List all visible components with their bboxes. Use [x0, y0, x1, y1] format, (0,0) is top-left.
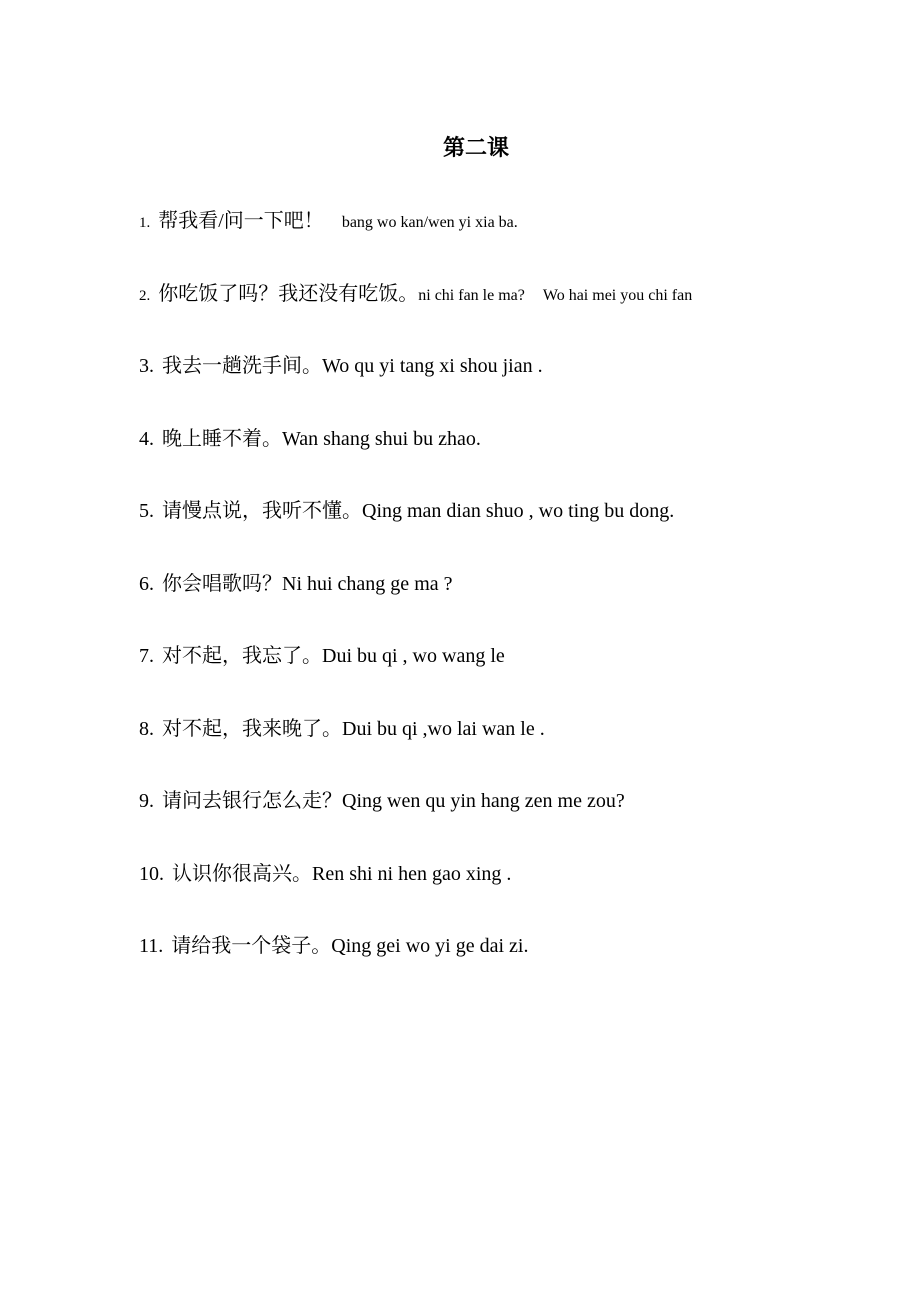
item-number: 10. — [139, 862, 164, 885]
pinyin-text: Dui bu qi ,wo lai wan le . — [342, 717, 545, 740]
phrase-list — [139, 206, 692, 1004]
list-item — [139, 424, 692, 497]
chinese-text: 对不起，我忘了。 — [162, 645, 322, 667]
chinese-text: 晚上睡不着。 — [162, 427, 282, 450]
chinese-text: 请给我一个袋子。 — [171, 935, 332, 957]
chinese-text: 你吃饭了吗？我还没有吃饭。 — [158, 282, 419, 305]
item-number: 1. — [139, 215, 151, 231]
chinese-text: 请问去银行怎么走？ — [162, 790, 342, 812]
list-item — [139, 714, 692, 787]
pinyin-text: Ren shi ni hen gao xing . — [312, 862, 512, 885]
list-item — [139, 496, 692, 569]
pinyin-text: Qing wen qu yin hang zen me zou? — [342, 790, 625, 812]
item-number: 9. — [139, 790, 154, 812]
pinyin-text: Qing man dian shuo , wo ting bu dong. — [362, 500, 675, 522]
list-item — [139, 641, 692, 714]
chinese-text: 认识你很高兴。 — [172, 862, 312, 885]
item-number: 2. — [139, 287, 151, 304]
pinyin-text: Qing gei wo yi ge dai zi. — [331, 935, 529, 957]
item-number: 7. — [139, 645, 154, 667]
item-number: 4. — [139, 427, 154, 450]
item-number: 3. — [139, 355, 154, 377]
pinyin-text-2: Wo hai mei you chi fan — [542, 286, 693, 304]
pinyin-text: Ni hui chang ge ma ? — [282, 572, 453, 595]
list-item — [139, 859, 692, 932]
item-number: 11. — [139, 935, 164, 957]
pinyin-text: Wo qu yi tang xi shou jian . — [322, 355, 543, 377]
list-item — [139, 206, 692, 279]
item-number: 5. — [139, 500, 154, 522]
item-number: 8. — [139, 717, 154, 740]
pinyin-text: bang wo kan/wen yi xia ba. — [341, 214, 518, 231]
list-item — [139, 279, 692, 352]
list-item — [139, 569, 692, 642]
chinese-text: 帮我看/问一下吧！ — [158, 210, 324, 232]
pinyin-text: Dui bu qi , wo wang le — [322, 645, 505, 667]
item-number: 6. — [139, 572, 154, 595]
list-item — [139, 931, 692, 1004]
list-item — [139, 351, 692, 424]
list-item — [139, 786, 692, 859]
chinese-text: 你会唱歌吗？ — [162, 572, 282, 595]
chinese-text: 我去一趟洗手间。 — [162, 355, 322, 377]
chinese-text: 请慢点说，我听不懂。 — [162, 500, 362, 522]
pinyin-text: Wan shang shui bu zhao. — [282, 427, 481, 450]
chinese-text: 对不起，我来晚了。 — [162, 717, 342, 740]
pinyin-text: ni chi fan le ma? — [418, 286, 525, 304]
page-title: 第二课 — [442, 135, 509, 160]
